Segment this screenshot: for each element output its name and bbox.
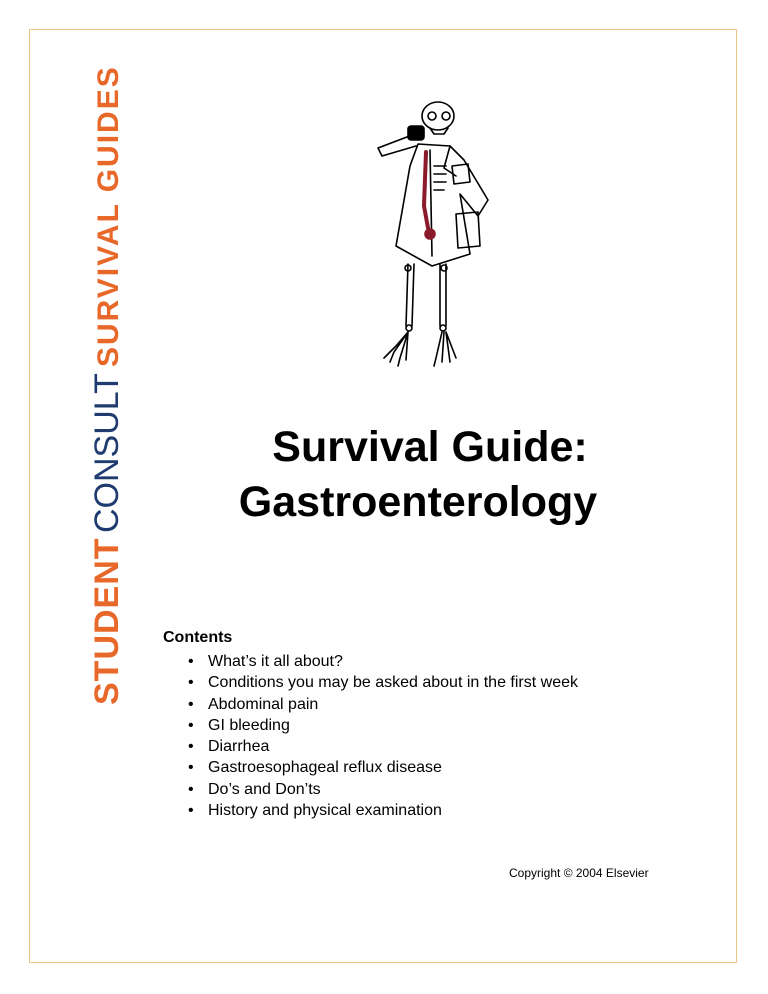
bullet-icon: • bbox=[188, 695, 194, 713]
bullet-icon: • bbox=[188, 674, 194, 692]
list-item: • History and physical examination bbox=[163, 800, 578, 821]
bullet-icon: • bbox=[188, 653, 194, 670]
contents-heading: Contents bbox=[163, 629, 233, 646]
list-item: • Gastroesophageal reflux disease bbox=[163, 757, 578, 778]
contents-list bbox=[163, 651, 578, 821]
svg-text:SURVIVAL GUIDES: SURVIVAL GUIDES bbox=[92, 65, 125, 367]
skeleton-doctor-illustration bbox=[360, 96, 500, 368]
list-item: • Do’s and Don’ts bbox=[163, 779, 578, 800]
bullet-icon: • bbox=[188, 780, 194, 798]
list-item: • Conditions you may be asked about in the first week bbox=[163, 672, 578, 693]
list-item: • What’s it all about? bbox=[163, 651, 578, 672]
student-consult-logo bbox=[78, 55, 132, 705]
bullet-icon: • bbox=[188, 738, 194, 756]
svg-text:CONSULT: CONSULT bbox=[88, 373, 126, 533]
list-item: • Abdominal pain bbox=[163, 694, 578, 715]
bullet-icon: • bbox=[188, 802, 194, 820]
title-line-2: Gastroenterology bbox=[238, 478, 598, 526]
svg-text:STUDENT: STUDENT bbox=[88, 537, 126, 705]
list-item: • GI bleeding bbox=[163, 715, 578, 736]
list-item: • Diarrhea bbox=[163, 736, 578, 757]
title-line-1: Survival Guide: bbox=[272, 423, 588, 471]
bullet-icon: • bbox=[188, 716, 194, 734]
bullet-icon: • bbox=[188, 759, 194, 777]
copyright-notice: Copyright © 2004 Elsevier bbox=[509, 866, 649, 880]
